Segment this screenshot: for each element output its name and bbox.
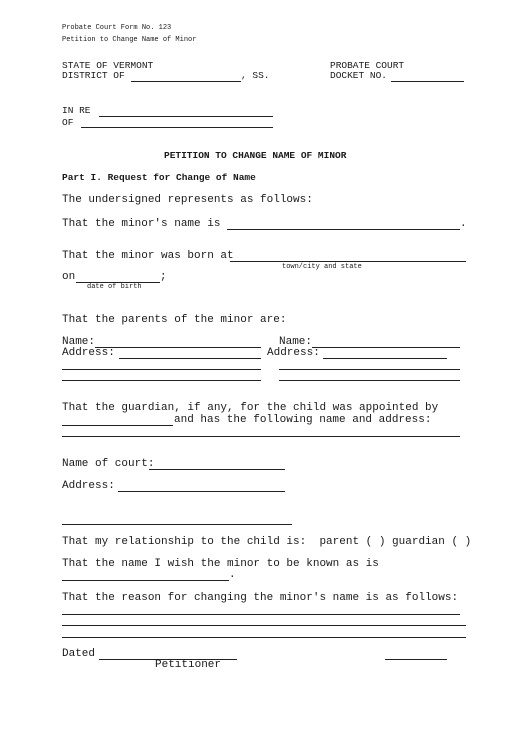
parent2-name-field-line[interactable]: [312, 347, 460, 348]
guardian-name-address-line[interactable]: [62, 436, 460, 437]
relationship-text: That my relationship to the child is: parent ( ) guardian ( ): [62, 536, 472, 548]
parent1-address-line2[interactable]: [62, 369, 261, 370]
parent1-name-label: Name:: [62, 336, 96, 348]
guardian-text-line2: and has the following name and address:: [174, 414, 432, 426]
document-title: PETITION TO CHANGE NAME OF MINOR: [164, 150, 347, 161]
court-address-label: Address:: [62, 480, 115, 492]
probate-court-label: PROBATE COURT: [330, 60, 405, 71]
birthdate-caption: date of birth: [87, 283, 142, 291]
parent1-name-field-line[interactable]: [95, 347, 261, 348]
guardian-text-line1: That the guardian, if any, for the child was appointed by: [62, 402, 439, 414]
signature-field-line[interactable]: [385, 659, 447, 660]
minor-name-field-line[interactable]: [227, 229, 460, 230]
reason-label: That the reason for changing the minor's name is as follows:: [62, 592, 459, 604]
district-label: DISTRICT OF: [62, 70, 125, 81]
parent1-address-field-line[interactable]: [119, 358, 261, 359]
form-number: Probate Court Form No. 123: [62, 24, 172, 32]
in-re-label: IN RE: [62, 105, 91, 116]
dated-label: Dated: [62, 648, 96, 660]
minor-name-label: That the minor's name is: [62, 218, 221, 230]
court-name-label: Name of court:: [62, 458, 155, 470]
parent2-address-field-line[interactable]: [323, 358, 447, 359]
wish-name-field-line[interactable]: [62, 580, 229, 581]
reason-field-line3[interactable]: [62, 637, 466, 638]
parent2-address-label: Address:: [267, 347, 320, 359]
docket-label: DOCKET NO.: [330, 70, 388, 81]
wish-name-period: .: [229, 569, 236, 581]
born-on-label: on: [62, 271, 76, 283]
district-field-line[interactable]: [131, 81, 241, 82]
intro-text: The undersigned represents as follows:: [62, 194, 313, 206]
court-name-field-line[interactable]: [149, 469, 285, 470]
court-address-field-line[interactable]: [118, 491, 285, 492]
wish-name-label: That the name I wish the minor to be known as is: [62, 558, 379, 570]
petitioner-label: Petitioner: [155, 659, 222, 671]
birthdate-semicolon: ;: [160, 271, 167, 283]
birthplace-field-line[interactable]: [230, 261, 466, 262]
in-re-field-line[interactable]: [99, 116, 273, 117]
part1-heading: Part I. Request for Change of Name: [62, 172, 256, 183]
parent2-address-line3[interactable]: [279, 380, 460, 381]
birthplace-caption: town/city and state: [282, 263, 362, 271]
form-title-small: Petition to Change Name of Minor: [62, 36, 197, 44]
parent1-address-line3[interactable]: [62, 380, 261, 381]
reason-field-line2[interactable]: [62, 625, 466, 626]
parents-intro: That the parents of the minor are:: [62, 314, 287, 326]
parent2-address-line2[interactable]: [279, 369, 460, 370]
of-label: OF: [62, 117, 74, 128]
reason-field-line1[interactable]: [62, 614, 460, 615]
parent2-name-label: Name:: [279, 336, 313, 348]
state-label: STATE OF VERMONT: [62, 60, 154, 71]
court-address-line2[interactable]: [62, 524, 292, 525]
parent1-address-label: Address:: [62, 347, 115, 359]
ss-label: , SS.: [241, 70, 270, 81]
guardian-appointed-by-field-line[interactable]: [62, 425, 173, 426]
born-label: That the minor was born at: [62, 250, 234, 262]
docket-field-line[interactable]: [391, 81, 464, 82]
minor-name-period: .: [460, 218, 467, 230]
of-field-line[interactable]: [81, 127, 273, 128]
